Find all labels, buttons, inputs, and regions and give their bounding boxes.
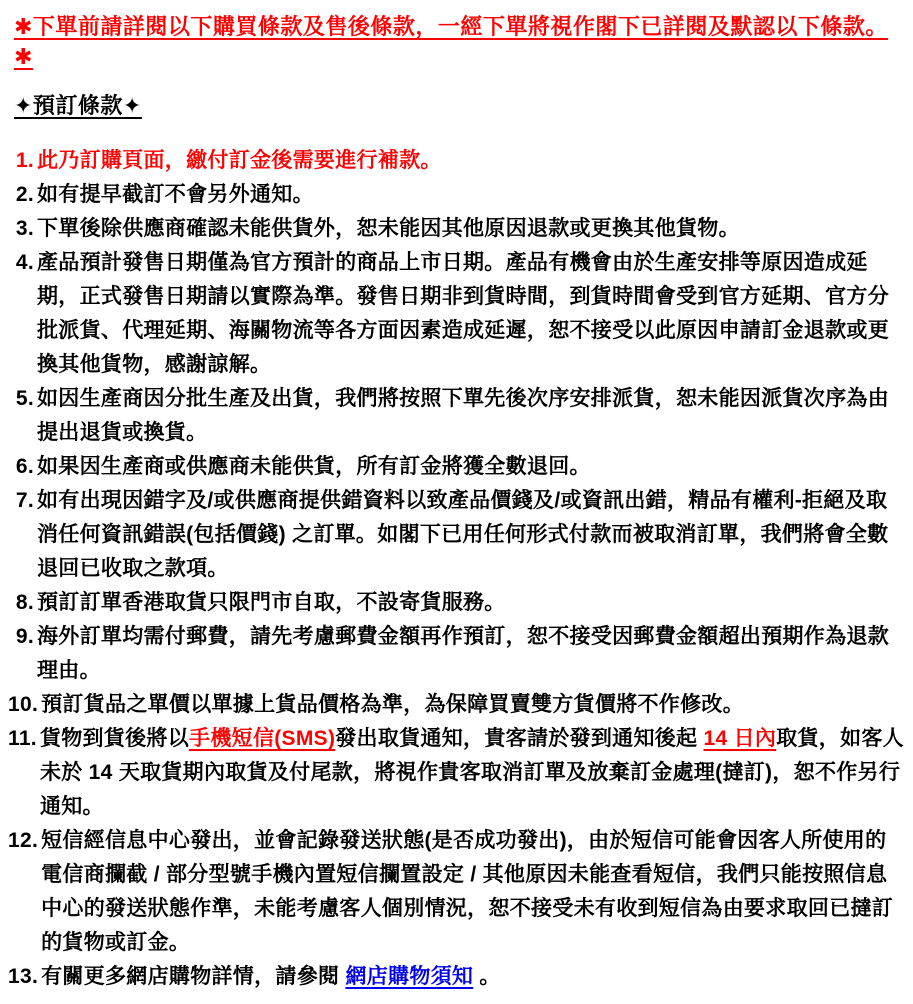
term-number: 6.	[15, 455, 34, 478]
term-text	[41, 824, 905, 960]
term-number: 9.	[15, 625, 34, 648]
term-text-segment: 預訂貨品之單價以單據上貨品價格為準，為保障買賣雙方貨價將不作修改。	[41, 693, 744, 716]
term-text-segment: 海外訂單均需付郵費，請先考慮郵費金額再作預訂，恕不接受因郵費金額超出預期作為退款理由。	[37, 625, 889, 682]
term-number: 11.	[8, 727, 37, 750]
term-number: 1.	[15, 149, 34, 172]
term-text-segment: 取貨，如客人未於 14 天取貨期內取貨及付尾款，將視作貴客取消訂單及放棄訂金處理(撻訂)，恕不作另行通知。	[39, 727, 904, 818]
term-number: 2.	[15, 183, 34, 206]
term-item-9	[8, 620, 905, 688]
term-number: 13.	[8, 965, 39, 988]
term-item-2	[8, 178, 905, 212]
term-text-segment: 。	[473, 965, 501, 988]
red-underline-highlight: 手機短信(SMS)	[189, 727, 336, 750]
term-text-segment: 如有出現因錯字及/或供應商提供錯資料以致產品價錢及/或資訊出錯，精品有權利-拒絕及取消任何資訊錯誤(包括價錢) 之訂單。如閣下已用任何形式付款而被取消訂單，我們將會全數退回已收取之款項。	[37, 489, 889, 580]
term-text-segment: 發出取貨通知，貴客請於發到通知後起	[335, 727, 704, 750]
term-text	[37, 212, 905, 246]
term-text	[37, 246, 905, 382]
terms-list	[8, 144, 905, 994]
term-item-8	[8, 586, 905, 620]
term-text	[37, 586, 905, 620]
term-text-segment: 下單後除供應商確認未能供貨外，恕未能因其他原因退款或更換其他貨物。	[37, 217, 740, 240]
red-underline-highlight: 14 日內	[703, 727, 777, 750]
store-shopping-notice-link[interactable]: 網店購物須知	[345, 965, 474, 988]
term-number: 7.	[15, 489, 34, 512]
preorder-terms-section-title: ✦預訂條款✦	[14, 93, 142, 118]
term-number: 5.	[15, 387, 34, 410]
term-text	[41, 960, 905, 994]
term-number: 3.	[15, 217, 34, 240]
term-item-1	[8, 144, 905, 178]
term-text-segment: 產品預計發售日期僅為官方預計的商品上市日期。產品有機會由於生產安排等原因造成延期，正式發售日期請以實際為準。發售日期非到貨時間，到貨時間會受到官方延期、官方分批派貨、代理延期、海關物流等各方面因素造成延遲，恕不接受以此原因申請訂金退款或更換其他貨物，感謝諒解。	[37, 251, 889, 376]
term-text-segment: 如因生產商因分批生產及出貨，我們將按照下單先後次序安排派貨，恕未能因派貨次序為由提出退貨或換貨。	[37, 387, 889, 444]
purchase-terms-warning-header: ✱下單前請詳閱以下購買條款及售後條款，一經下單將視作閣下已詳閱及默認以下條款。✱	[14, 14, 888, 69]
term-text	[37, 620, 905, 688]
term-item-12	[8, 824, 905, 960]
term-item-6	[8, 450, 905, 484]
term-text	[37, 450, 905, 484]
term-text	[41, 688, 905, 722]
term-text	[37, 484, 905, 586]
term-item-3	[8, 212, 905, 246]
term-text	[37, 382, 905, 450]
term-text-segment: 如有提早截訂不會另外通知。	[37, 183, 314, 206]
term-number: 10.	[8, 693, 39, 716]
term-number: 4.	[15, 251, 34, 274]
term-text-segment: 貨物到貨後將以	[39, 727, 190, 750]
term-text	[37, 178, 905, 212]
term-item-5	[8, 382, 905, 450]
term-item-11	[8, 722, 905, 824]
term-number: 8.	[15, 591, 34, 614]
term-item-7	[8, 484, 905, 586]
term-text-segment: 預訂訂單香港取貨只限門市自取，不設寄貨服務。	[37, 591, 506, 614]
term-text	[40, 722, 905, 824]
term-item-10	[8, 688, 905, 722]
term-item-4	[8, 246, 905, 382]
term-text-segment: 如果因生產商或供應商未能供貨，所有訂金將獲全數退回。	[37, 455, 591, 478]
term-text-segment: 此乃訂購頁面，繳付訂金後需要進行補款。	[37, 149, 442, 172]
term-text-segment: 短信經信息中心發出，並會記錄發送狀態(是否成功發出)，由於短信可能會因客人所使用的電信商攔截 / 部分型號手機內置短信攔置設定 / 其他原因未能查看短信，我們只能按照信息中心的發送狀態作準，未能考慮客人個別情況，恕不接受未有收到短信為由要求取回已撻訂的貨物或訂金。	[41, 829, 894, 954]
term-item-13	[8, 960, 905, 994]
term-number: 12.	[8, 829, 39, 852]
term-text-segment: 有關更多網店購物詳情，請參閱	[41, 965, 346, 988]
term-text	[37, 144, 905, 178]
